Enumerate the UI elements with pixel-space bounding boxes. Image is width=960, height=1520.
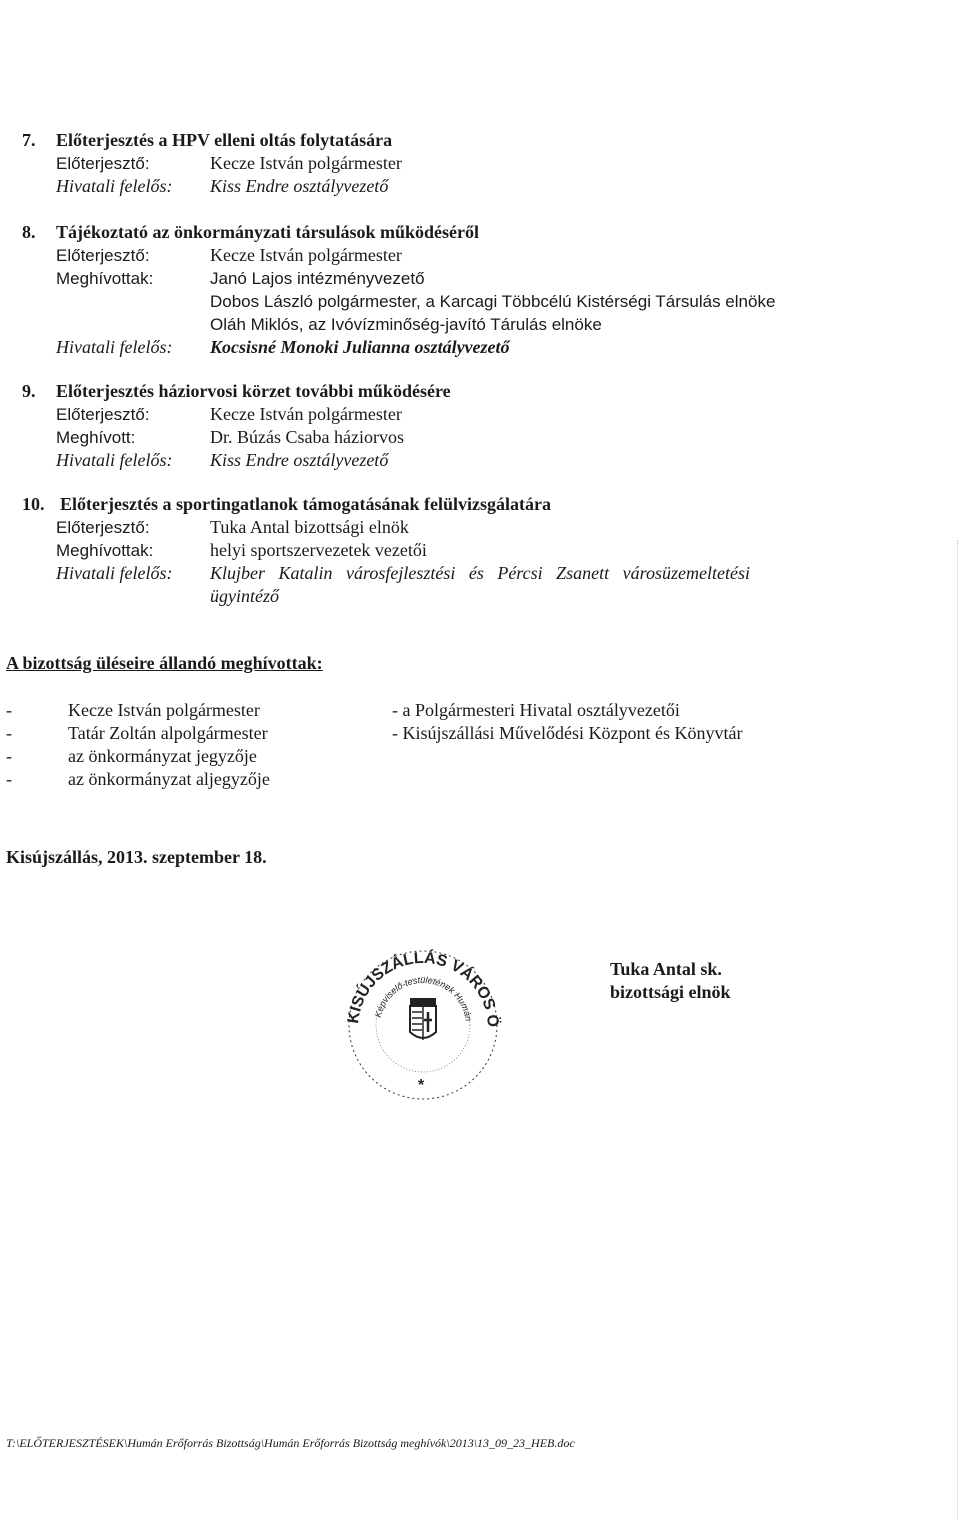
invited-value: Dobos László polgármester, a Karcagi Többcélú Kistérségi Társulás elnöke — [210, 292, 776, 311]
place-date: Kisújszállás, 2013. szeptember 18. — [6, 847, 267, 867]
official-seal — [338, 940, 508, 1100]
item-title: Előterjesztés a HPV elleni oltás folytatására — [56, 130, 393, 150]
invited-label: Meghívott: — [56, 428, 136, 447]
list-item: az önkormányzat aljegyzője — [68, 769, 270, 789]
item-title: Előterjesztés háziorvosi körzet további működésére — [56, 381, 451, 401]
seal-outer-text: KISÚJSZÁLLÁS VÁROS Ö — [345, 949, 502, 1028]
presenter-label: Előterjesztő: — [56, 154, 150, 173]
seal-stamp-icon — [338, 940, 508, 1100]
responsible-label: Hivatali felelős: — [56, 337, 173, 357]
responsible-value: Kocsisné Monoki Julianna osztályvezető — [210, 337, 510, 357]
list-item: - Kisújszállási Művelődési Központ és Könyvtár — [392, 723, 743, 743]
item-title: Előterjesztés a sportingatlanok támogatásának felülvizsgálatára — [60, 494, 551, 514]
item-number: 9. — [22, 381, 36, 401]
signature-name: Tuka Antal sk. — [610, 959, 722, 979]
responsible-label: Hivatali felelős: — [56, 563, 173, 583]
seal-inner-text: Képviselő-testületének Humán — [372, 974, 474, 1022]
list-item: Kecze István polgármester — [68, 700, 260, 720]
presenter-label: Előterjesztő: — [56, 405, 150, 424]
item-title: Tájékoztató az önkormányzati társulások működéséről — [56, 222, 479, 242]
presenter-value: Kecze István polgármester — [210, 245, 402, 265]
presenter-value: Kecze István polgármester — [210, 153, 402, 173]
permanent-invitees-heading: A bizottság üléseire állandó meghívottak: — [6, 653, 323, 673]
coat-of-arms-icon — [410, 998, 436, 1040]
invited-value: helyi sportszervezetek vezetői — [210, 540, 427, 560]
responsible-label: Hivatali felelős: — [56, 176, 173, 196]
scan-edge-artifact — [953, 540, 958, 1520]
invited-label: Meghívottak: — [56, 269, 154, 288]
item-number: 8. — [22, 222, 36, 242]
item-number: 10. — [22, 494, 45, 514]
responsible-label: Hivatali felelős: — [56, 450, 173, 470]
responsible-value-cont: ügyintéző — [210, 586, 279, 606]
list-item: - a Polgármesteri Hivatal osztályvezetői — [392, 700, 680, 720]
presenter-value: Kecze István polgármester — [210, 404, 402, 424]
presenter-label: Előterjesztő: — [56, 518, 150, 537]
footer-file-path: T:\ELŐTERJESZTÉSEK\Humán Erőforrás Bizottság\Humán Erőforrás Bizottság meghívók\2013\13_09_23_HEB.doc — [6, 1436, 575, 1450]
responsible-value: Kiss Endre osztályvezető — [210, 450, 389, 470]
invited-value: Oláh Miklós, az Ivóvízminőség-javító Tárulás elnöke — [210, 315, 602, 334]
list-bullet: - — [6, 700, 12, 720]
responsible-value: Klujber Katalin városfejlesztési és Pércsi Zsanett városüzemeltetési — [210, 563, 750, 583]
item-number: 7. — [22, 130, 36, 150]
presenter-label: Előterjesztő: — [56, 246, 150, 265]
list-bullet: - — [6, 746, 12, 766]
presenter-value: Tuka Antal bizottsági elnök — [210, 517, 409, 537]
seal-star: * — [418, 1077, 425, 1094]
signature-title: bizottsági elnök — [610, 982, 731, 1002]
list-item: Tatár Zoltán alpolgármester — [68, 723, 268, 743]
list-item: az önkormányzat jegyzője — [68, 746, 257, 766]
invited-value: Janó Lajos intézményvezető — [210, 269, 425, 288]
invited-value: Dr. Búzás Csaba háziorvos — [210, 427, 404, 447]
list-bullet: - — [6, 723, 12, 743]
responsible-value: Kiss Endre osztályvezető — [210, 176, 389, 196]
list-bullet: - — [6, 769, 12, 789]
invited-label: Meghívottak: — [56, 541, 154, 560]
